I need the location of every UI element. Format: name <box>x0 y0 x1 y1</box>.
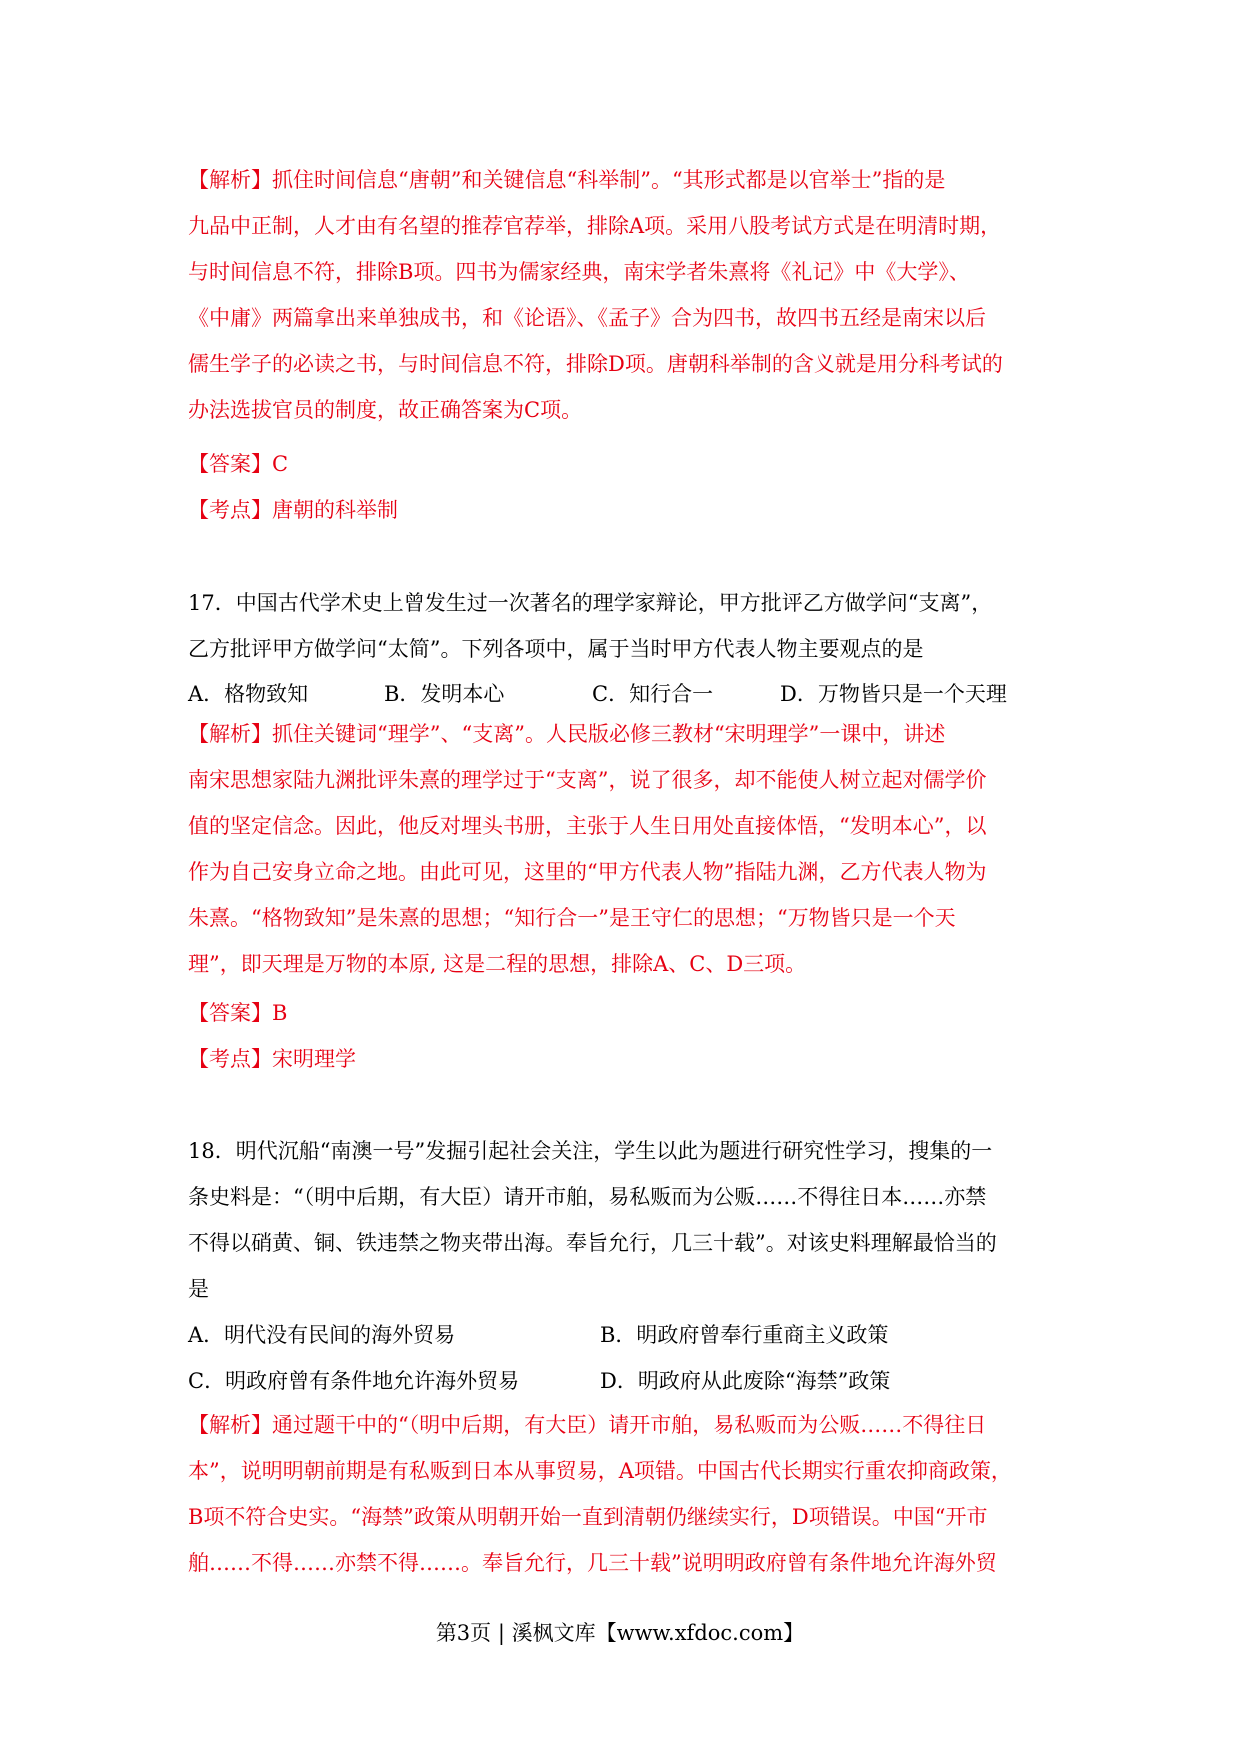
q16-analysis-line: 与时间信息不符，排除B项。四书为儒家经典，南宋学者朱熹将《礼记》中《大学》、 <box>188 260 970 284</box>
q17-option-d: D．万物皆只是一个天理 <box>780 682 1007 706</box>
q18-option-b: B．明政府曾奉行重商主义政策 <box>600 1323 889 1347</box>
q18-option-a: A．明代没有民间的海外贸易 <box>188 1323 456 1347</box>
q17-analysis-line: 朱熹。“格物致知”是朱熹的思想；“知行合一”是王守仁的思想；“万物皆只是一个天 <box>188 906 956 930</box>
q16-analysis-line: 《中庸》两篇拿出来单独成书，和《论语》、《孟子》合为四书，故四书五经是南宋以后 <box>188 306 986 330</box>
q18-analysis <box>188 1402 1058 1586</box>
q18-analysis-line: 本”，说明明朝前期是有私贩到日本从事贸易，A项错。中国古代长期实行重农抑商政策， <box>188 1459 1012 1483</box>
q18-analysis-line: 舶……不得……亦禁不得……。奉旨允行，几三十载”说明明政府曾有条件地允许海外贸 <box>188 1551 997 1575</box>
q17-stem-line: 17．中国古代学术史上曾发生过一次著名的理学家辩论，甲方批评乙方做学问“支离”， <box>188 591 993 615</box>
q18-stem <box>188 1128 1058 1312</box>
q17-analysis-line: 作为自己安身立命之地。由此可见，这里的“甲方代表人物”指陆九渊，乙方代表人物为 <box>188 860 987 884</box>
q17-option-a: A．格物致知 <box>188 682 309 706</box>
page-footer: 第3页 | 溪枫文库【www.xfdoc.com】 <box>435 1621 805 1645</box>
q18-option-c: C．明政府曾有条件地允许海外贸易 <box>188 1369 520 1393</box>
q17-option-b: B．发明本心 <box>384 682 505 706</box>
q18-options <box>188 1312 1058 1404</box>
q16-analysis <box>188 157 1058 433</box>
q18-stem-line: 是 <box>188 1277 209 1301</box>
q17-answer-block <box>188 990 1058 1082</box>
q18-analysis-line: 【解析】通过题干中的“（明中后期，有大臣）请开市舶，易私贩而为公贩……不得往日 <box>188 1413 987 1437</box>
q17-answer: 【答案】B <box>188 1001 288 1025</box>
q16-analysis-line: 儒生学子的必读之书，与时间信息不符，排除D项。唐朝科举制的含义就是用分科考试的 <box>188 352 1003 376</box>
q16-key-point: 【考点】唐朝的科举制 <box>188 498 398 522</box>
q17-option-c: C．知行合一 <box>592 682 714 706</box>
q16-analysis-line: 办法选拔官员的制度，故正确答案为C项。 <box>188 398 583 422</box>
q17-key-point: 【考点】宋明理学 <box>188 1047 356 1071</box>
q16-answer-block <box>188 441 1058 533</box>
q18-stem-line: 不得以硝黄、铜、铁违禁之物夹带出海。奉旨允行，几三十载”。对该史料理解最恰当的 <box>188 1231 997 1255</box>
q18-stem-line: 条史料是：“（明中后期，有大臣）请开市舶，易私贩而为公贩……不得往日本……亦禁 <box>188 1185 987 1209</box>
q17-analysis-line: 理”，即天理是万物的本原, 这是二程的思想，排除A、C、D三项。 <box>188 952 807 976</box>
q17-analysis-line: 南宋思想家陆九渊批评朱熹的理学过于“支离”，说了很多，却不能使人树立起对儒学价 <box>188 768 987 792</box>
q18-stem-line: 18．明代沉船“南澳一号”发掘引起社会关注，学生以此为题进行研究性学习，搜集的一 <box>188 1139 993 1163</box>
q16-analysis-line: 【解析】抓住时间信息“唐朝”和关键信息“科举制”。“其形式都是以官举士”指的是 <box>188 168 946 192</box>
q17-analysis <box>188 711 1058 987</box>
q18-option-d: D．明政府从此废除“海禁”政策 <box>600 1369 891 1393</box>
q16-analysis-line: 九品中正制，人才由有名望的推荐官荐举，排除A项。采用八股考试方式是在明清时期， <box>188 214 1002 238</box>
q17-analysis-line: 值的坚定信念。因此，他反对埋头书册，主张于人生日用处直接体悟，“发明本心”，以 <box>188 814 987 838</box>
q17-stem <box>188 580 1058 672</box>
q17-analysis-line: 【解析】抓住关键词“理学”、“支离”。人民版必修三教材“宋明理学”一课中，讲述 <box>188 722 946 746</box>
q17-stem-line: 乙方批评甲方做学问“太简”。下列各项中，属于当时甲方代表人物主要观点的是 <box>188 637 924 661</box>
q16-answer: 【答案】C <box>188 452 289 476</box>
q18-analysis-line: B项不符合史实。“海禁”政策从明朝开始一直到清朝仍继续实行，D项错误。中国“开市 <box>188 1505 988 1529</box>
